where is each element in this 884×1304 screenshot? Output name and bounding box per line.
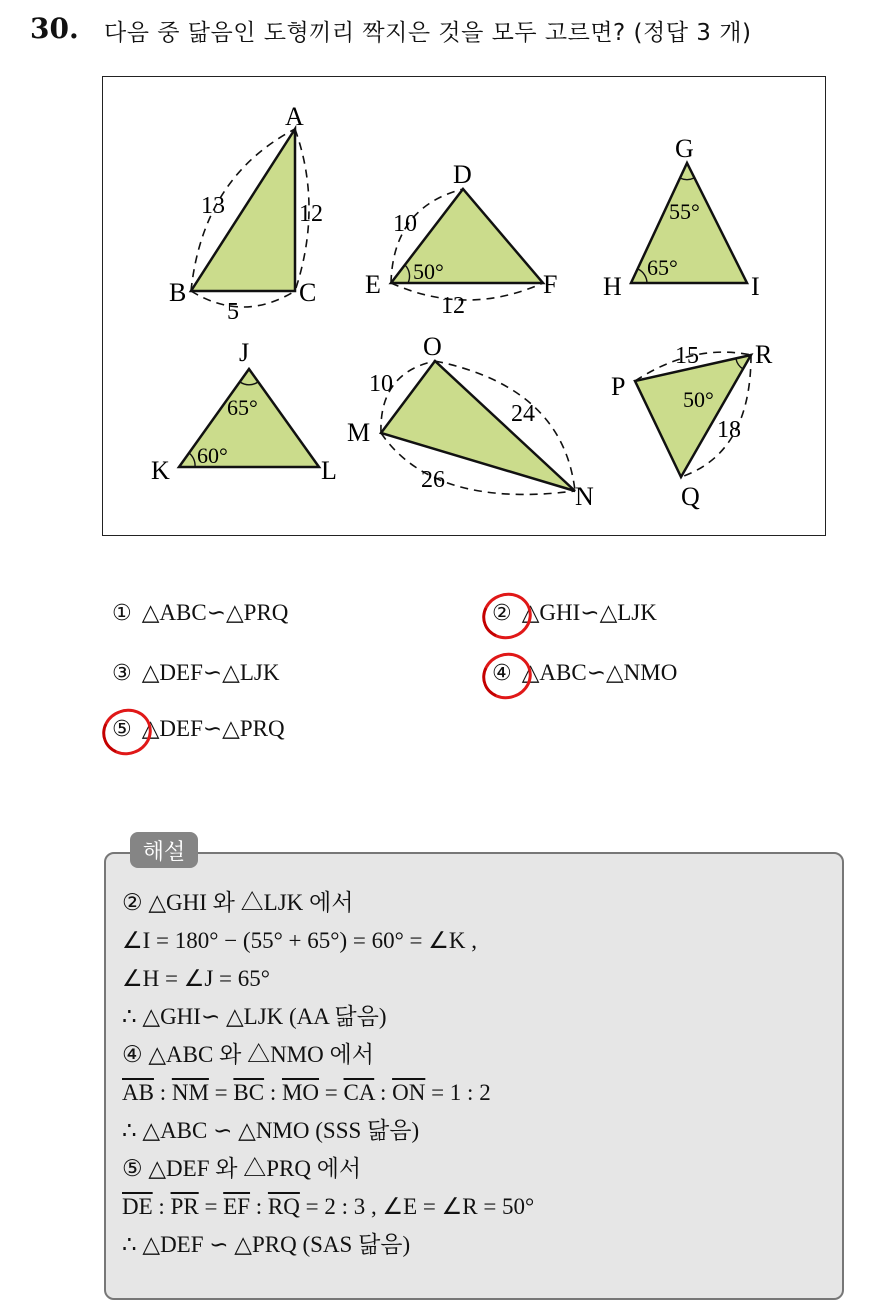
ratio-result: = 1 : 2 [425, 1080, 491, 1105]
choice-5-text: △DEF∽△PRQ [141, 716, 285, 741]
solution-tag: 해설 [130, 832, 198, 868]
length-BC: 5 [227, 299, 239, 325]
angle-K: 60° [197, 443, 228, 468]
solution-line-ratio [122, 1074, 534, 1112]
choice-4-number [492, 661, 512, 686]
segment: $\overline{CA}$ [343, 1080, 375, 1105]
question-text: 다음 중 닮음인 도형끼리 짝지은 것을 모두 고르면? (정답 3 개) [104, 20, 752, 46]
angle-J: 65° [227, 395, 258, 420]
choice-2[interactable] [492, 600, 657, 626]
triangle-pqr-shape [635, 355, 751, 477]
label-R: R [755, 340, 773, 369]
triangles-figure [103, 77, 827, 537]
label-N: N [575, 482, 594, 511]
selection-circle [96, 701, 159, 761]
choice-5[interactable] [112, 716, 285, 742]
length-DE: 10 [393, 211, 417, 237]
triangle-mno [347, 332, 594, 511]
label-J: J [239, 338, 250, 367]
label-D: D [453, 160, 472, 189]
colon: : [264, 1080, 282, 1105]
label-F: F [543, 270, 558, 299]
angle-G: 55° [669, 199, 700, 224]
solution-line: ④ △ABC 와 △NMO 에서 [122, 1042, 374, 1067]
choice-4-number-text: ④ [492, 660, 512, 686]
solution-line-ratio [122, 1188, 534, 1226]
label-C: C [299, 278, 317, 307]
choice-4[interactable] [492, 660, 677, 686]
length-MN: 26 [421, 467, 445, 493]
solution-lines [122, 884, 534, 1264]
choice-5-number [112, 717, 132, 742]
selection-circle [476, 585, 539, 645]
triangle-abc [169, 102, 323, 325]
choice-1-text: △ABC∽△PRQ [141, 600, 289, 625]
length-AC: 12 [299, 201, 323, 227]
label-K: K [151, 456, 170, 485]
selection-circle [476, 645, 539, 705]
solution-line: ∴ △DEF ∽ △PRQ (SAS 닮음) [122, 1232, 411, 1257]
label-Q: Q [681, 482, 700, 511]
length-EF: 12 [441, 293, 465, 319]
solution-line: ∴ △GHI∽ △LJK (AA 닮음) [122, 1004, 387, 1029]
length-PR: 15 [675, 343, 699, 369]
label-L: L [321, 456, 337, 485]
choice-1[interactable] [112, 600, 288, 626]
solution-line: ⑤ △DEF 와 △PRQ 에서 [122, 1156, 362, 1181]
label-I: I [751, 272, 760, 301]
segment: $\overline{RQ}$ [267, 1194, 300, 1219]
label-O: O [423, 332, 442, 361]
label-P: P [611, 372, 626, 401]
ratio-result: = 2 : 3 , ∠E = ∠R = 50° [299, 1194, 535, 1219]
label-G: G [675, 134, 694, 163]
choice-3[interactable] [112, 660, 279, 686]
segment: $\overline{AB}$ [122, 1080, 154, 1105]
length-RQ: 18 [717, 417, 741, 443]
triangle-mno-shape [381, 361, 575, 491]
segment: $\overline{DE}$ [122, 1194, 153, 1219]
segment: $\overline{ON}$ [392, 1080, 426, 1105]
equals: = [198, 1194, 224, 1219]
angle-R: 50° [683, 387, 714, 412]
solution-line: ② △GHI 와 △LJK 에서 [122, 890, 354, 915]
choice-1-number: ① [112, 600, 132, 626]
equals: = [208, 1080, 234, 1105]
triangle-pqr [611, 340, 773, 511]
equals: = [319, 1080, 344, 1105]
segment: $\overline{EF}$ [223, 1194, 251, 1219]
colon: : [374, 1080, 393, 1105]
segment: $\overline{BC}$ [233, 1080, 265, 1105]
colon: : [153, 1080, 172, 1105]
segment: $\overline{NM}$ [171, 1080, 209, 1105]
label-M: M [347, 418, 371, 447]
solution-line: ∠I = 180° − (55° + 65°) = 60° = ∠K , [122, 928, 477, 953]
colon: : [250, 1194, 268, 1219]
choice-2-number [492, 601, 512, 626]
triangle-ghi [603, 134, 760, 301]
length-MO: 10 [369, 371, 393, 397]
label-H: H [603, 272, 622, 301]
angle-E: 50° [413, 259, 444, 284]
angle-H: 65° [647, 255, 678, 280]
solution-line: ∠H = ∠J = 65° [122, 966, 270, 991]
label-A: A [285, 102, 304, 131]
colon: : [152, 1194, 171, 1219]
choice-2-text: △GHI∽△LJK [521, 600, 657, 625]
choice-5-number-text: ⑤ [112, 716, 132, 742]
choice-4-text: △ABC∽△NMO [521, 660, 678, 685]
segment: $\overline{PR}$ [170, 1194, 199, 1219]
length-AB: 13 [201, 193, 225, 219]
choice-3-number: ③ [112, 660, 132, 686]
solution-line: ∴ △ABC ∽ △NMO (SSS 닮음) [122, 1118, 420, 1143]
length-ON: 24 [511, 401, 535, 427]
choice-2-number-text: ② [492, 600, 512, 626]
segment: $\overline{MO}$ [281, 1080, 320, 1105]
question-number: 30. [30, 12, 79, 45]
arc-bc [191, 291, 295, 307]
triangle-jkl [151, 338, 337, 485]
choice-3-text: △DEF∽△LJK [141, 660, 280, 685]
triangle-def [365, 160, 557, 319]
label-B: B [169, 278, 187, 307]
label-E: E [365, 270, 381, 299]
arc-ef [391, 283, 543, 300]
figure-box [102, 76, 826, 536]
